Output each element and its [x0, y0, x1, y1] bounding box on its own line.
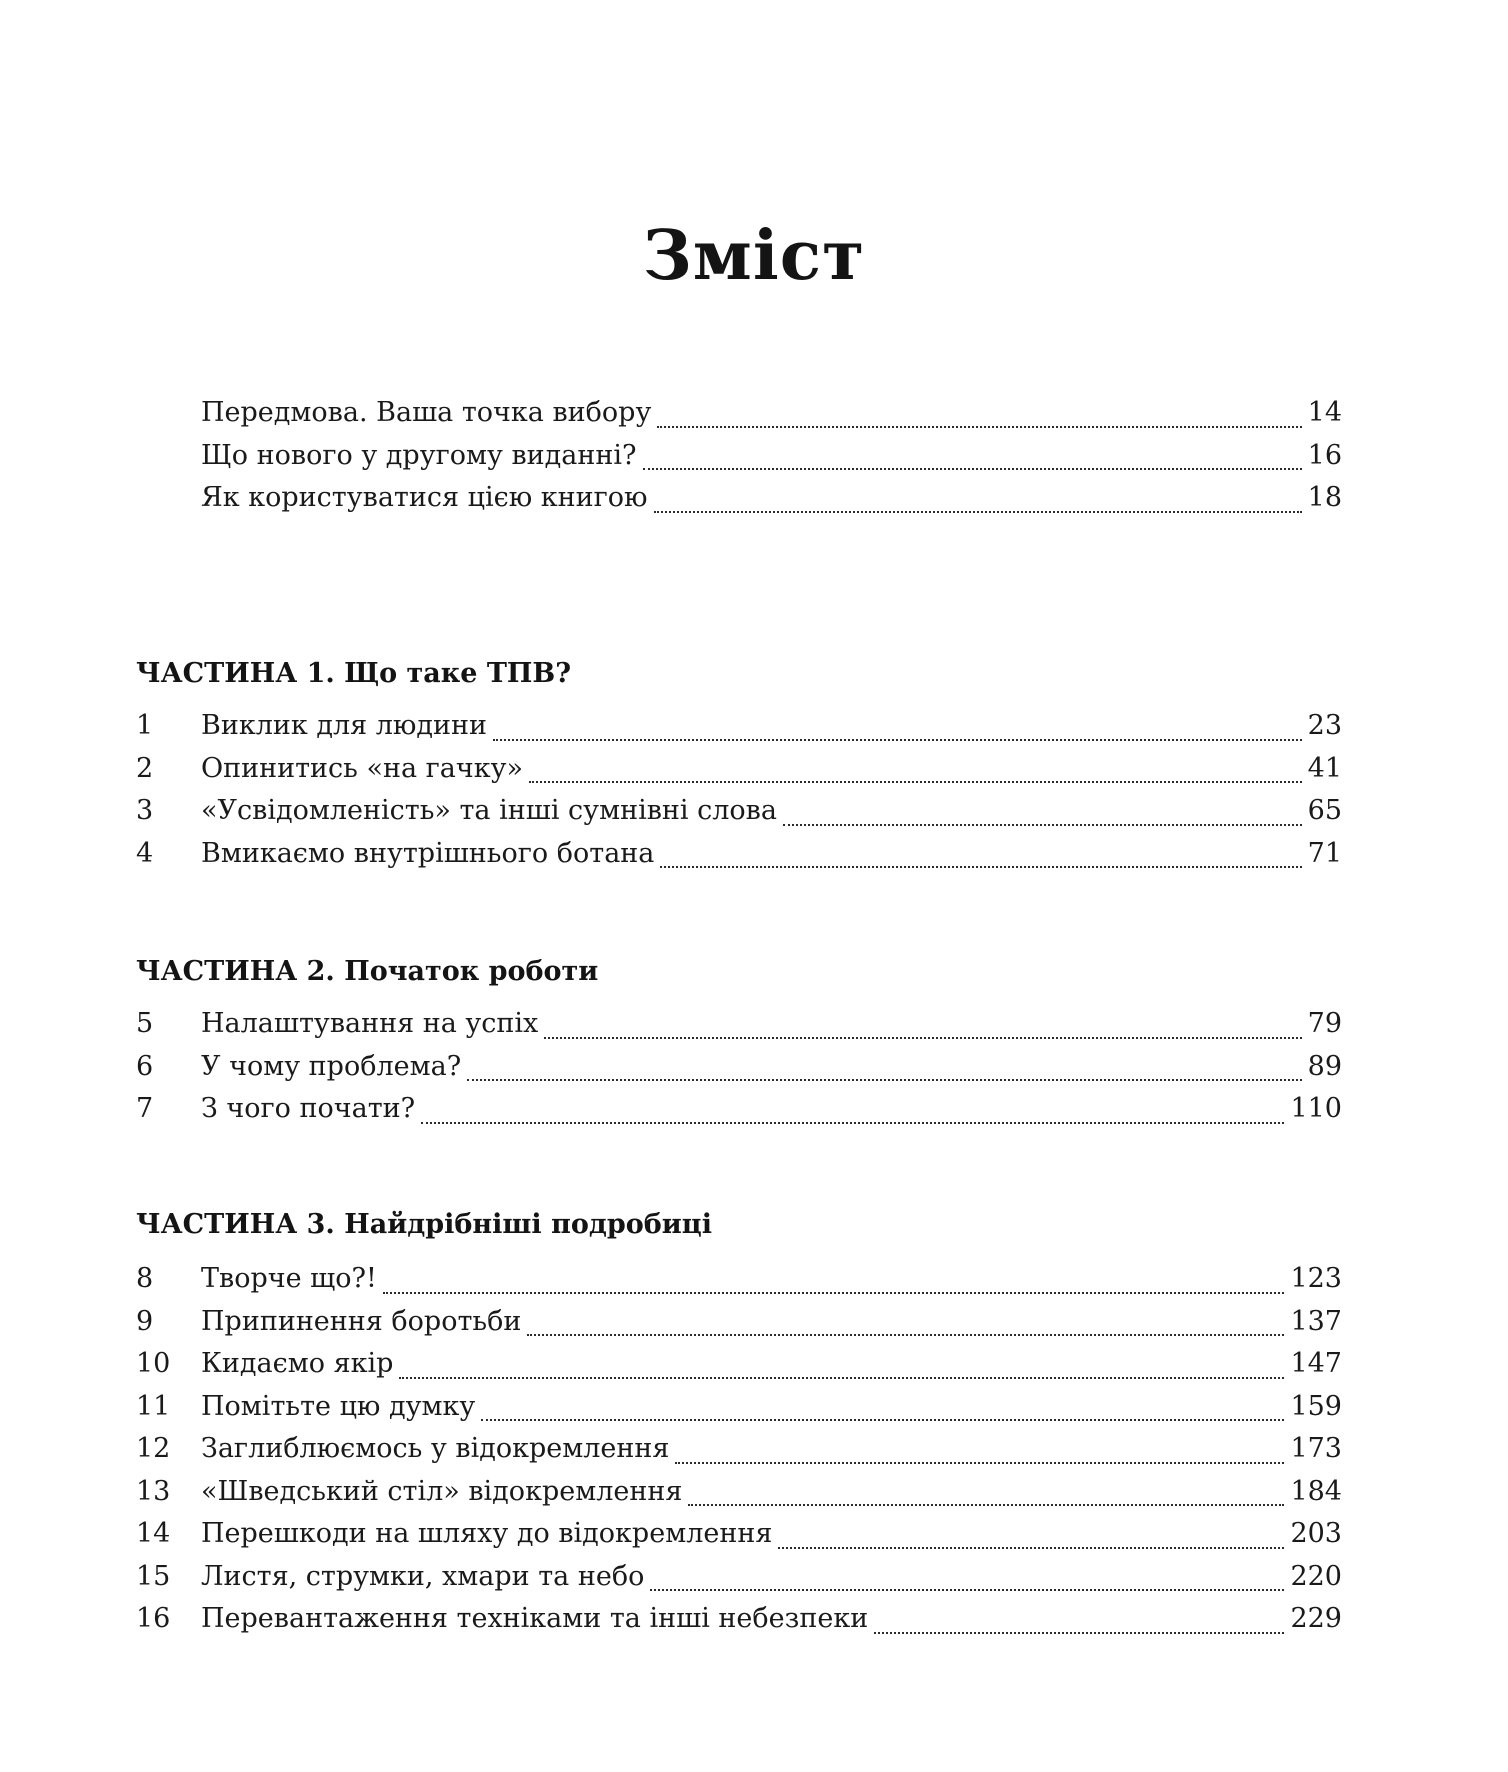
toc-part-1-list — [136, 705, 1342, 875]
part-heading: ЧАСТИНА 1. Що таке ТПВ? — [136, 658, 572, 689]
toc-entry-number: 2 — [136, 752, 154, 784]
toc-entry-number: 13 — [136, 1475, 171, 1507]
toc-entry-page: 14 — [1307, 397, 1342, 428]
toc-entry-title: Виклик для людини — [201, 710, 487, 741]
toc-entry[interactable] — [136, 1598, 1342, 1641]
toc-entry-title: Що нового у другому виданні? — [201, 439, 637, 471]
toc-entry-title: Перешкоди на шляху до відокремлення — [201, 1518, 773, 1549]
dot-leader — [688, 1504, 1284, 1506]
toc-entry[interactable] — [136, 435, 1342, 478]
toc-entry-title: Припинення боротьби — [201, 1305, 522, 1337]
toc-entry-number: 3 — [136, 795, 154, 826]
toc-entry[interactable] — [136, 790, 1342, 833]
dot-leader — [874, 1632, 1284, 1634]
toc-entry-number: 1 — [136, 710, 154, 741]
toc-entry-page: 65 — [1307, 795, 1342, 826]
dot-leader — [643, 468, 1302, 470]
toc-entry-title: Передмова. Ваша точка вибору — [201, 397, 652, 428]
toc-entry-title: З чого почати? — [201, 1093, 416, 1124]
toc-entry[interactable] — [136, 1046, 1342, 1089]
toc-entry-page: 79 — [1307, 1008, 1342, 1039]
toc-entry[interactable] — [136, 705, 1342, 748]
dot-leader — [383, 1292, 1285, 1294]
toc-entry-title: Перевантаження техніками та інші небезпеки — [201, 1603, 869, 1634]
toc-entry[interactable] — [136, 1556, 1342, 1599]
toc-entry-number: 11 — [136, 1390, 171, 1422]
toc-entry-page: 147 — [1290, 1348, 1342, 1379]
toc-entry-number: 4 — [136, 837, 154, 869]
toc-entry-title: Вмикаємо внутрішнього ботана — [201, 837, 655, 869]
toc-entry-number: 10 — [136, 1348, 171, 1379]
toc-entry-title: Налаштування на успіх — [201, 1008, 539, 1039]
toc-entry-page: 18 — [1307, 482, 1342, 513]
dot-leader — [421, 1122, 1284, 1124]
toc-entry[interactable] — [136, 1258, 1342, 1301]
dot-leader — [675, 1462, 1284, 1464]
toc-entry[interactable] — [136, 1471, 1342, 1514]
toc-entry-title: «Усвідомленість» та інші сумнівні слова — [201, 795, 777, 826]
toc-entry-number: 5 — [136, 1008, 154, 1039]
toc-entry-title: Кидаємо якір — [201, 1348, 394, 1379]
dot-leader — [544, 1037, 1301, 1039]
toc-entry-title: Як користуватися цією книгою — [201, 482, 648, 513]
toc-entry-number: 12 — [136, 1433, 171, 1464]
dot-leader — [660, 866, 1301, 868]
dot-leader — [529, 781, 1302, 783]
toc-entry-title: Листя, струмки, хмари та небо — [201, 1560, 645, 1592]
toc-entry-page: 71 — [1307, 837, 1342, 869]
toc-entry-page: 123 — [1290, 1263, 1342, 1294]
toc-entry-page: 137 — [1290, 1305, 1342, 1337]
toc-part-2-list — [136, 1003, 1342, 1131]
toc-entry-number: 6 — [136, 1050, 154, 1082]
toc-entry[interactable] — [136, 1301, 1342, 1344]
toc-entry-page: 159 — [1290, 1390, 1342, 1422]
toc-entry-number: 14 — [136, 1518, 171, 1549]
toc-entry[interactable] — [136, 833, 1342, 876]
dot-leader — [481, 1419, 1284, 1421]
toc-entry[interactable] — [136, 477, 1342, 520]
dot-leader — [654, 511, 1302, 513]
toc-entry[interactable] — [136, 1386, 1342, 1429]
toc-entry-number: 7 — [136, 1093, 154, 1124]
toc-entry-page: 203 — [1290, 1518, 1342, 1549]
toc-entry-number: 9 — [136, 1305, 154, 1337]
page-title: Зміст — [642, 215, 866, 296]
dot-leader — [399, 1377, 1284, 1379]
dot-leader — [657, 426, 1301, 428]
toc-entry-number: 15 — [136, 1560, 171, 1592]
toc-entry-title: Опинитись «на гачку» — [201, 752, 524, 784]
toc-entry-page: 173 — [1290, 1433, 1342, 1464]
toc-entry[interactable] — [136, 1343, 1342, 1386]
toc-entry-page: 16 — [1307, 439, 1342, 471]
toc-entry-title: Помітьте цю думку — [201, 1390, 476, 1422]
toc-entry-number: 16 — [136, 1603, 171, 1634]
toc-entry-page: 220 — [1290, 1560, 1342, 1592]
dot-leader — [650, 1589, 1284, 1591]
toc-entry-page: 23 — [1307, 710, 1342, 741]
toc-entry-title: «Шведський стіл» відокремлення — [201, 1475, 683, 1507]
toc-entry[interactable] — [136, 1088, 1342, 1131]
dot-leader — [527, 1334, 1284, 1336]
toc-entry[interactable] — [136, 1003, 1342, 1046]
part-heading: ЧАСТИНА 3. Найдрібніші подробиці — [136, 1209, 712, 1240]
toc-entry[interactable] — [136, 1428, 1342, 1471]
dot-leader — [493, 739, 1302, 741]
toc-entry[interactable] — [136, 748, 1342, 791]
dot-leader — [783, 824, 1302, 826]
toc-entry-page: 110 — [1290, 1093, 1342, 1124]
toc-intro-list — [136, 392, 1342, 520]
toc-entry-title: У чому проблема? — [201, 1050, 462, 1082]
dot-leader — [467, 1079, 1301, 1081]
toc-entry-page: 229 — [1290, 1603, 1342, 1634]
part-heading: ЧАСТИНА 2. Початок роботи — [136, 956, 599, 987]
toc-entry-number: 8 — [136, 1263, 154, 1294]
toc-entry-title: Заглиблюємось у відокремлення — [201, 1433, 670, 1464]
dot-leader — [778, 1547, 1284, 1549]
toc-entry-page: 184 — [1290, 1475, 1342, 1507]
toc-entry[interactable] — [136, 1513, 1342, 1556]
toc-entry-page: 41 — [1307, 752, 1342, 784]
toc-entry-title: Творче що?! — [201, 1263, 377, 1294]
toc-entry[interactable] — [136, 392, 1342, 435]
toc-part-3-list — [136, 1258, 1342, 1641]
toc-entry-page: 89 — [1307, 1050, 1342, 1082]
